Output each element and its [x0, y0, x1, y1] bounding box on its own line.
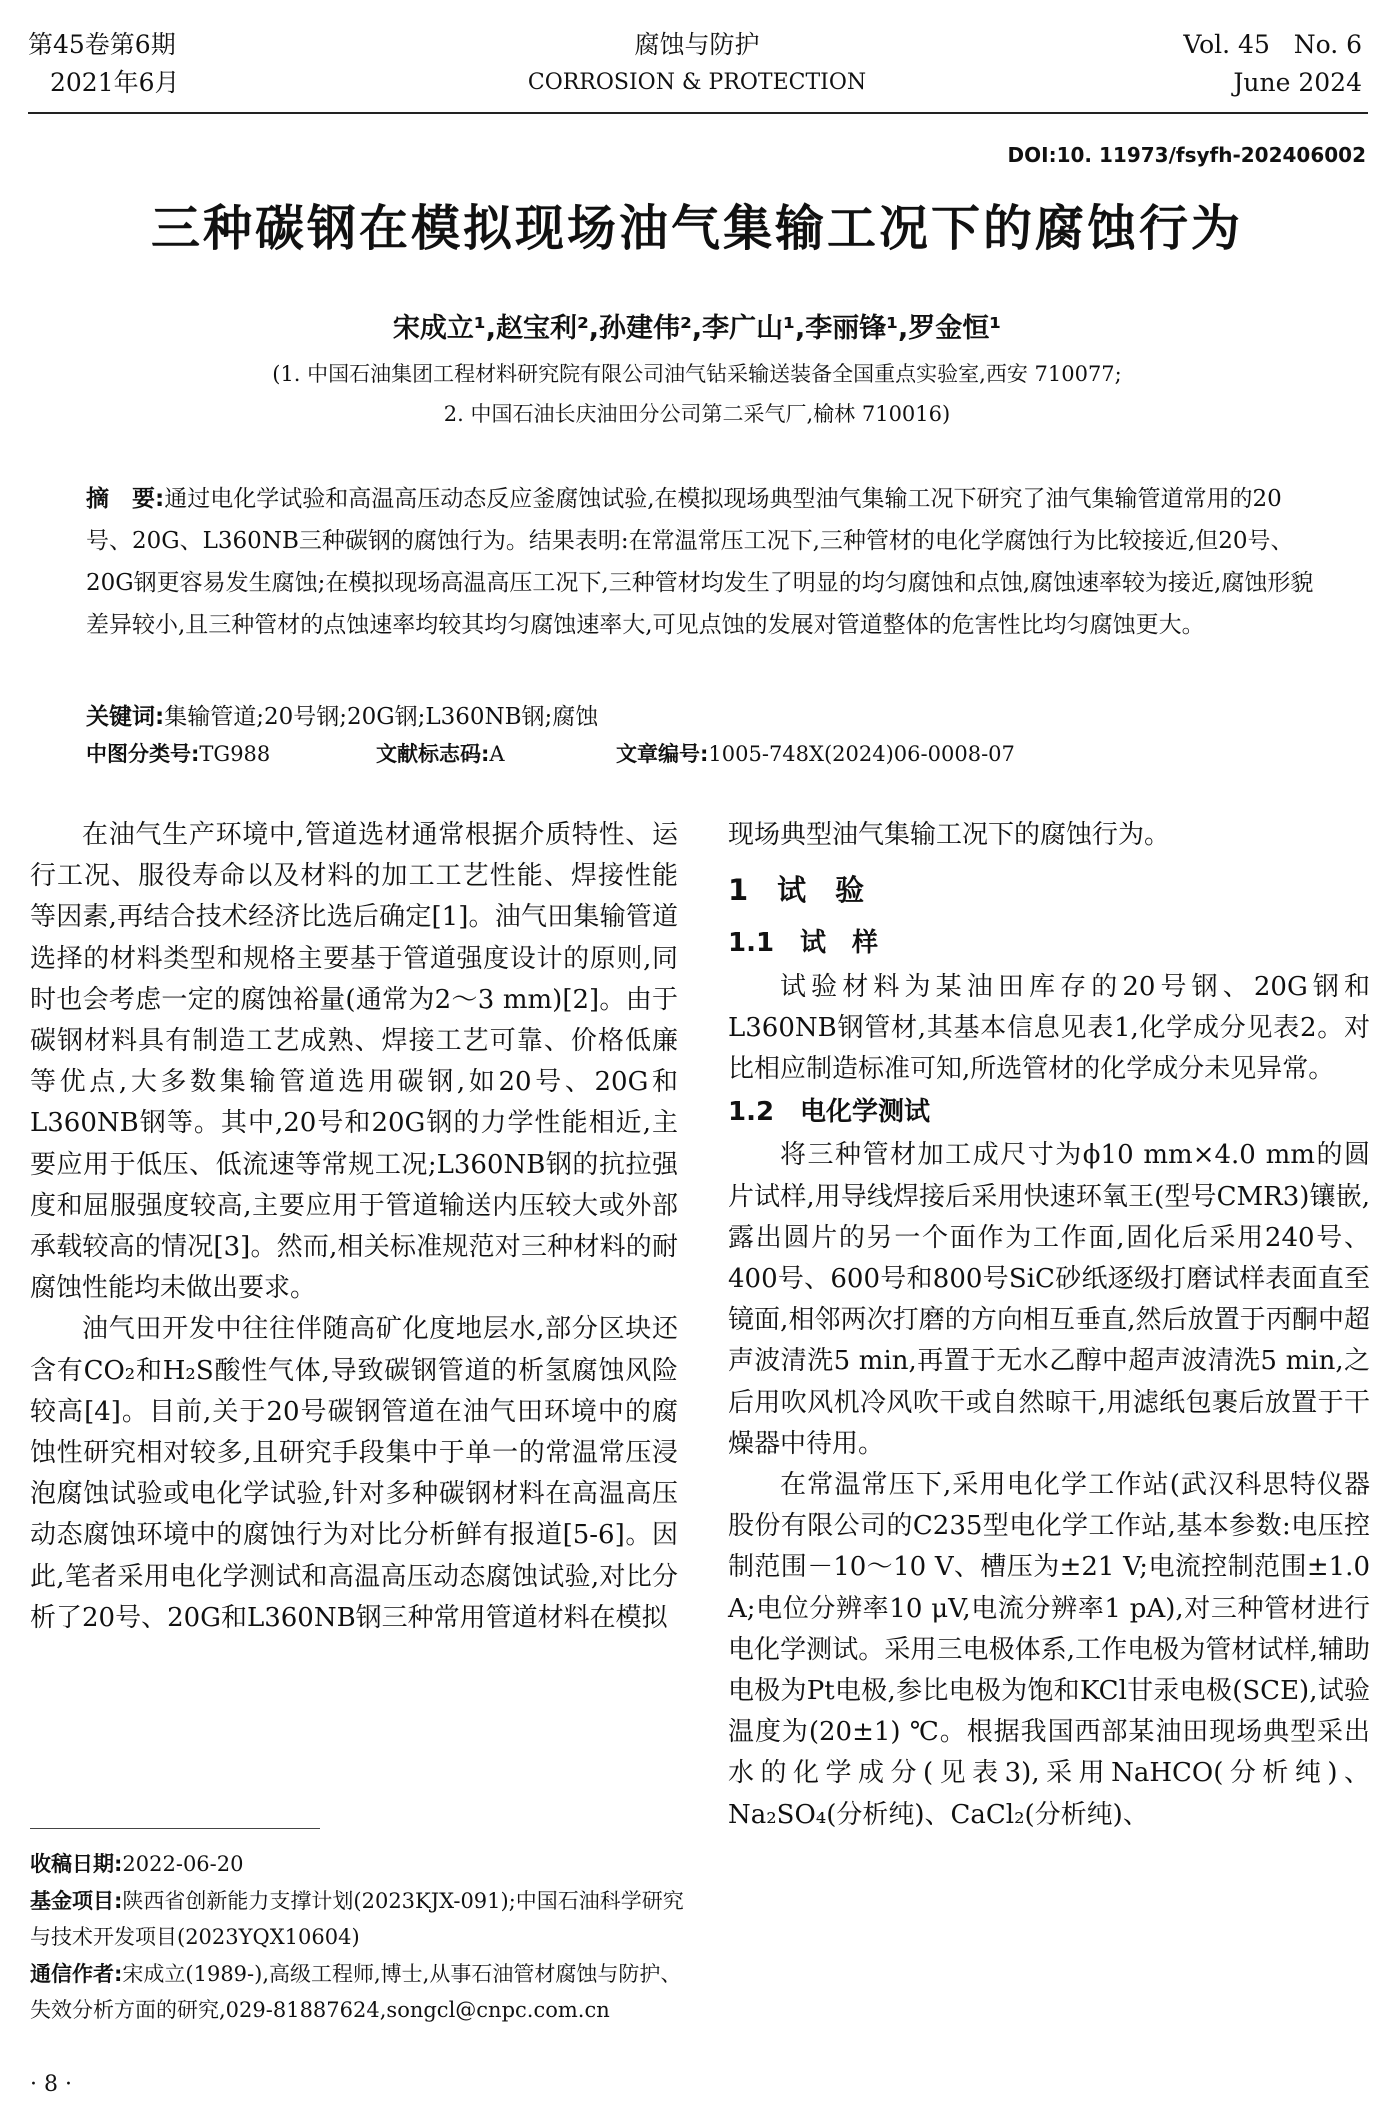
- clc-field: [86, 738, 270, 768]
- article-no-label: 文章编号:: [616, 742, 709, 766]
- header-date-en: June 2024: [1233, 68, 1362, 97]
- fund-value: 陕西省创新能力支撑计划(2023KJX-091);中国石油科学研究与技术开发项目(2023YQX10604): [30, 1888, 684, 1949]
- received-date: [30, 1846, 690, 1883]
- page-number: · 8 ·: [30, 2072, 72, 2097]
- section-1-2-heading: 1.2 电化学测试: [728, 1097, 931, 1128]
- authors: 宋成立¹,赵宝利²,孙建伟²,李广山¹,李丽锋¹,罗金恒¹: [392, 313, 1002, 344]
- paper-title: 三种碳钢在模拟现场油气集输工况下的腐蚀行为: [150, 200, 1243, 257]
- corresponding-author: [30, 1956, 690, 2029]
- clc-value: TG988: [199, 742, 271, 766]
- article-no-field: [616, 738, 1015, 768]
- right-continuation: 现场典型油气集输工况下的腐蚀行为。: [728, 820, 1171, 850]
- corr-value: 宋成立(1989-),高级工程师,博士,从事石油管材腐蚀与防护、失效分析方面的研究,029-81887624,songcl@cnpc.com.cn: [30, 1961, 682, 2022]
- header-volume-cn: 第45卷第6期: [28, 30, 176, 59]
- article-no-value: 1005-748X(2024)06-0008-07: [708, 742, 1015, 766]
- left-column: [30, 815, 678, 1639]
- header-date-cn: 2021年6月: [50, 68, 180, 97]
- affiliation-2: 2. 中国石油长庆油田分公司第二采气厂,榆林 710016): [443, 402, 951, 426]
- section-1-heading: 1 试 验: [728, 873, 865, 908]
- section-1-2-paragraph-2: 在常温常压下,采用电化学工作站(武汉科思特仪器股份有限公司的C235型电化学工作站,基本参数:电压控制范围－10～10 V、槽压为±21 V;电流控制范围±1.0 A;电位分辨率10 μV,电流分辨率1 pA),对三种管材进行电化学测试。采用三电极体系,工作电极为管材试样,辅助电极为Pt电极,参比电极为饱和KCl甘汞电极(SCE),试验温度为(20±1) ℃。根据我国西部某油田现场典型采出水的化学成分(见表3),采用NaHCO(分析纯)、Na₂SO₄(分析纯)、CaCl₂(分析纯)、: [728, 1470, 1370, 1830]
- header-journal-cn: 腐蚀与防护: [634, 30, 760, 59]
- abstract-label: 摘 要:: [86, 486, 165, 512]
- fund-label: 基金项目:: [30, 1888, 123, 1913]
- keywords: [86, 698, 598, 731]
- doc-code-value: A: [489, 742, 505, 766]
- keywords-text: 集输管道;20号钢;20G钢;L360NB钢;腐蚀: [164, 704, 599, 730]
- received-value: 2022-06-20: [122, 1852, 244, 1876]
- header-volume-en: Vol. 45 No. 6: [1183, 30, 1362, 59]
- doc-code-label: 文献标志码:: [376, 742, 490, 766]
- doi: DOI:10. 11973/fsyfh-202406002: [1007, 143, 1366, 167]
- right-column: [728, 815, 1370, 1836]
- left-paragraph-2: 油气田开发中往往伴随高矿化度地层水,部分区块还含有CO₂和H₂S酸性气体,导致碳钢管道的析氢腐蚀风险较高[4]。目前,关于20号碳钢管道在油气田环境中的腐蚀性研究相对较多,且研究手段集中于单一的常温常压浸泡腐蚀试验或电化学试验,针对多种碳钢材料在高温高压动态腐蚀环境中的腐蚀行为对比分析鲜有报道[5-6]。因此,笔者采用电化学测试和高温高压动态腐蚀试验,对比分析了20号、20G和L360NB钢三种常用管道材料在模拟: [30, 1314, 678, 1633]
- received-label: 收稿日期:: [30, 1852, 123, 1876]
- left-paragraph-1: 在油气生产环境中,管道选材通常根据介质特性、运行工况、服役寿命以及材料的加工工艺性能、焊接性能等因素,再结合技术经济比选后确定[1]。油气田集输管道选择的材料类型和规格主要基于管道强度设计的原则,同时也会考虑一定的腐蚀裕量(通常为2～3 mm)[2]。由于碳钢材料具有制造工艺成熟、焊接工艺可靠、价格低廉等优点,大多数集输管道选用碳钢,如20号、20G和L360NB钢等。其中,20号和20G钢的力学性能相近,主要应用于低压、低流速等常规工况;L360NB钢的抗拉强度和屈服强度较高,主要应用于管道输送内压较大或外部承载较高的情况[3]。然而,相关标准规范对三种材料的耐腐蚀性能均未做出要求。: [30, 820, 678, 1304]
- affiliation-1: (1. 中国石油集团工程材料研究院有限公司油气钻采输送装备全国重点实验室,西安 710077;: [272, 362, 1122, 386]
- section-1-1-heading: 1.1 试 样: [728, 928, 879, 959]
- corr-label: 通信作者:: [30, 1961, 123, 1986]
- fund-info: [30, 1883, 690, 1956]
- header-rule: [28, 112, 1368, 114]
- doc-code-field: [376, 738, 505, 768]
- section-1-2-paragraph-1: 将三种管材加工成尺寸为ϕ10 mm×4.0 mm的圆片试样,用导线焊接后采用快速环氧王(型号CMR3)镶嵌,露出圆片的另一个面作为工作面,固化后采用240号、400号、600号和800号SiC砂纸逐级打磨试样表面直至镜面,相邻两次打磨的方向相互垂直,然后放置于丙酮中超声波清洗5 min,再置于无水乙醇中超声波清洗5 min,之后用吹风机冷风吹干或自然晾干,用滤纸包裹后放置于干燥器中待用。: [728, 1140, 1370, 1459]
- abstract-text: 通过电化学试验和高温高压动态反应釜腐蚀试验,在模拟现场典型油气集输工况下研究了油气集输管道常用的20号、20G、L360NB三种碳钢的腐蚀行为。结果表明:在常温常压工况下,三种管材的电化学腐蚀行为比较接近,但20号、20G钢更容易发生腐蚀;在模拟现场高温高压工况下,三种管材均发生了明显的均匀腐蚀和点蚀,腐蚀速率较为接近,腐蚀形貌差异较小,且三种管材的点蚀速率均较其均匀腐蚀速率大,可见点蚀的发展对管道整体的危害性比均匀腐蚀更大。: [86, 486, 1314, 638]
- keywords-label: 关键词:: [86, 704, 165, 730]
- footnotes: [30, 1846, 690, 2029]
- section-1-1-paragraph: 试验材料为某油田库存的20号钢、20G钢和L360NB钢管材,其基本信息见表1,化学成分见表2。对比相应制造标准可知,所选管材的化学成分未见异常。: [728, 971, 1370, 1085]
- abstract: [86, 478, 1326, 646]
- header-journal-en: CORROSION & PROTECTION: [527, 70, 867, 95]
- clc-label: 中图分类号:: [86, 742, 200, 766]
- footnote-rule: [30, 1828, 320, 1829]
